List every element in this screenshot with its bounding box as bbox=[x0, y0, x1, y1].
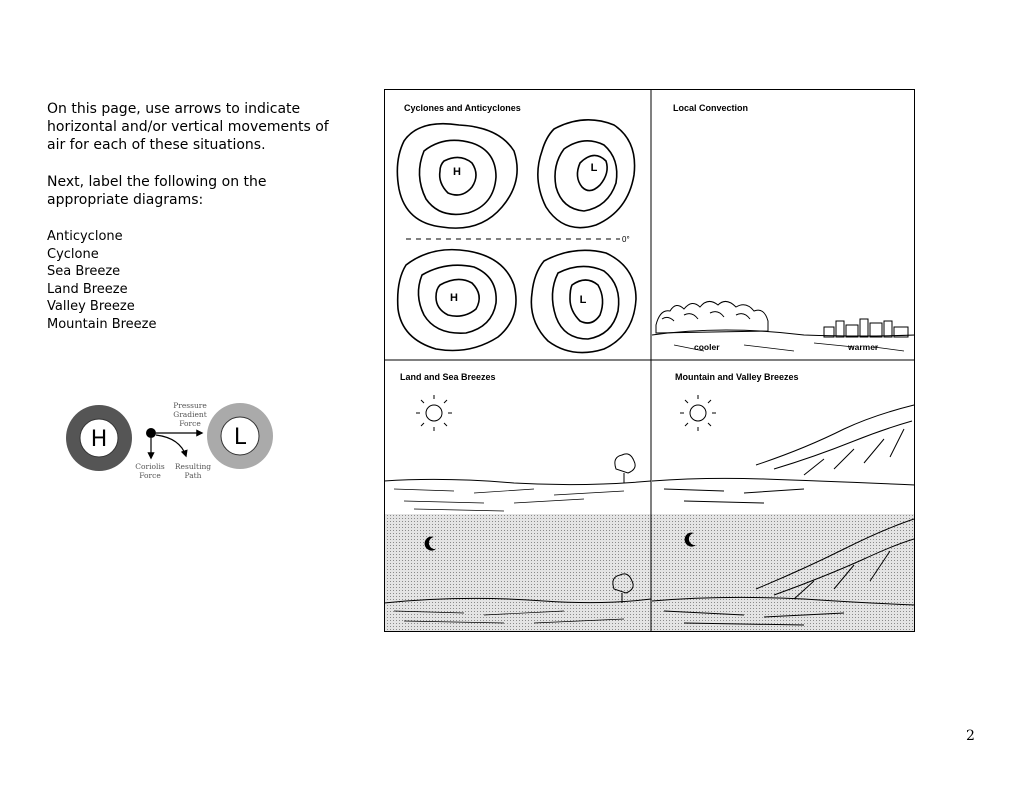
diagram-grid bbox=[384, 89, 916, 633]
coriolis-label-line2: Force bbox=[139, 471, 161, 480]
label-list-item: Land Breeze bbox=[47, 281, 128, 297]
panel-title-convection: Local Convection bbox=[673, 103, 749, 113]
resulting-label-line1: Resulting bbox=[174, 462, 212, 471]
page-number: 2 bbox=[966, 728, 975, 744]
air-parcel-dot bbox=[146, 428, 156, 438]
instructions-block bbox=[47, 100, 347, 333]
pressure-label-line2: Gradient bbox=[173, 410, 207, 419]
high-label-nh: H bbox=[453, 166, 461, 178]
warmer-label: warmer bbox=[848, 342, 879, 352]
low-pressure-circle bbox=[207, 403, 273, 469]
pressure-label-line1: Pressure bbox=[173, 401, 207, 410]
resulting-path-arrow bbox=[156, 435, 186, 456]
label-list bbox=[47, 228, 347, 333]
high-label-sh: H bbox=[450, 292, 458, 304]
low-label-sh: L bbox=[579, 294, 587, 306]
label-list-item: Valley Breeze bbox=[47, 299, 135, 314]
pressure-label-line3: Force bbox=[179, 419, 201, 428]
label-list-item: Sea Breeze bbox=[47, 264, 121, 279]
night-strip bbox=[384, 514, 915, 632]
panel-title-cyclones: Cyclones and Anticyclones bbox=[404, 103, 521, 113]
cooler-label: cooler bbox=[694, 342, 720, 352]
label-list-item: Cyclone bbox=[47, 246, 99, 262]
label-list-item: Mountain Breeze bbox=[47, 316, 157, 332]
high-pressure-circle bbox=[66, 405, 132, 471]
equator-label: 0° bbox=[622, 235, 630, 244]
coriolis-label-line1: Coriolis bbox=[135, 462, 165, 471]
low-label-nh: L bbox=[590, 162, 598, 174]
instruction-paragraph-2: Next, label the following on the appropriate diagrams: bbox=[47, 174, 267, 208]
coriolis-diagram bbox=[62, 390, 282, 490]
instruction-paragraph-1: On this page, use arrows to indicate horizontal and/or vertical movements of air for each of these situations. bbox=[47, 101, 329, 153]
panel-title-mountain-valley: Mountain and Valley Breezes bbox=[675, 372, 799, 382]
label-list-item: Anticyclone bbox=[47, 229, 123, 244]
panel-title-land-sea: Land and Sea Breezes bbox=[400, 372, 496, 382]
resulting-label-line2: Path bbox=[184, 471, 202, 480]
high-letter: H bbox=[90, 427, 108, 452]
low-letter: L bbox=[233, 425, 247, 450]
